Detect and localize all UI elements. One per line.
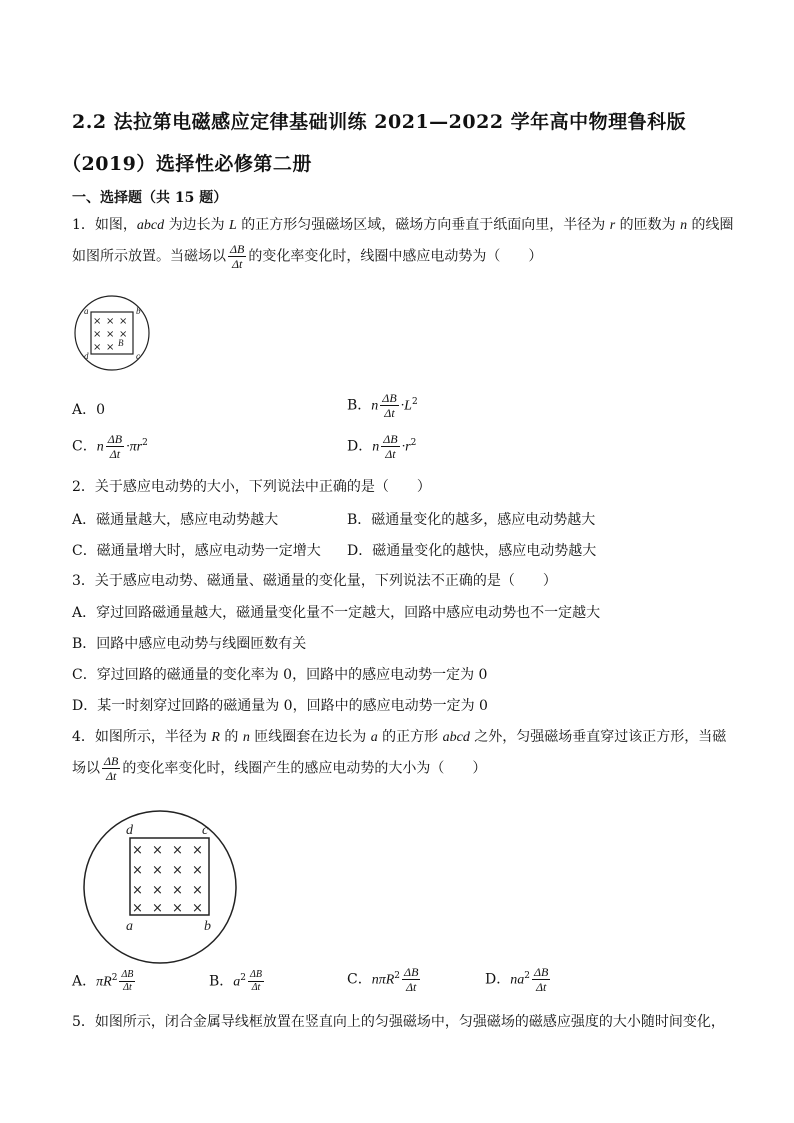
q3-stem: 3．关于感应电动势、磁通量、磁通量的变化量，下列说法不正确的是（ ） xyxy=(72,573,557,589)
q1-option-a[interactable]: A．0 xyxy=(72,402,106,418)
q4-cross: × xyxy=(152,843,163,858)
q4-cross: × xyxy=(172,843,183,858)
q1-cross: × xyxy=(93,316,102,327)
q2-option-a[interactable]: A．磁通量越大，感应电动势越大 xyxy=(72,512,279,528)
q5-stem: 5．如图所示，闭合金属导线框放置在竖直向上的匀强磁场中，匀强磁场的磁感应强度的大小随时间变化， xyxy=(72,1014,725,1030)
q4-cross: × xyxy=(172,901,183,916)
q4-cross: × xyxy=(192,883,203,898)
q4-cross: × xyxy=(172,883,183,898)
q1-cross: × xyxy=(106,316,115,327)
q1-label-B: B xyxy=(118,338,124,348)
q2-stem: 2．关于感应电动势的大小，下列说法中正确的是（ ） xyxy=(72,479,431,495)
q4-cross: × xyxy=(132,863,143,878)
q1-label-d: d xyxy=(84,351,89,361)
q4-cross: × xyxy=(132,901,143,916)
q4-cross: × xyxy=(152,901,163,916)
q2-option-c[interactable]: C．磁通量增大时，感应电动势一定增大 xyxy=(72,543,321,559)
q1-cross: × xyxy=(119,316,128,327)
q4-cross: × xyxy=(192,901,203,916)
q2-option-d[interactable]: D．磁通量变化的越快，感应电动势越大 xyxy=(347,543,597,559)
title-line-2: （2019）选择性必修第二册 xyxy=(62,153,312,175)
q1-cross: × xyxy=(93,329,102,340)
q4-delta-fraction: $\frac{\Delta B}{\Delta t}$ xyxy=(104,754,119,783)
q1-label-b: b xyxy=(136,306,141,316)
q1-stem-line-2: 如图所示放置。当磁场以 $\frac{\Delta B}{\Delta t}$ 的变化率变化时，线圈中感应电动势为（ ） xyxy=(72,242,543,271)
q1-label-c: c xyxy=(136,351,140,361)
q1-option-c[interactable]: C．n $\frac{\Delta B}{\Delta t}$ $\cdot\pi r^2$ xyxy=(72,432,148,461)
q1-coil-figure xyxy=(70,293,155,373)
q4-coil-figure xyxy=(80,808,240,966)
q4-option-b[interactable]: B．$a^2$ $\frac{\Delta B}{\Delta t}$ xyxy=(209,969,263,993)
q4-cross: × xyxy=(172,863,183,878)
q1-option-b[interactable]: B．n $\frac{\Delta B}{\Delta t}$ $\cdot L^2$ xyxy=(347,391,418,420)
q3-option-b[interactable]: B．回路中感应电动势与线圈匝数有关 xyxy=(72,636,307,652)
q1-cross: × xyxy=(119,329,128,340)
q4-option-d[interactable]: D．$na^2$ $\frac{\Delta B}{\Delta t}$ xyxy=(485,965,549,994)
q4-cross: × xyxy=(192,843,203,858)
q4-cross: × xyxy=(132,883,143,898)
q3-option-d[interactable]: D．某一时刻穿过回路的磁通量为 0，回路中的感应电动势一定为 0 xyxy=(72,698,488,714)
q4-cross: × xyxy=(152,863,163,878)
q1-cross: × xyxy=(93,342,102,353)
q4-option-c[interactable]: C．nπR$^2$ $\frac{\Delta B}{\Delta t}$ xyxy=(347,965,419,994)
q1-label-a: a xyxy=(84,306,89,316)
q4-cross: × xyxy=(192,863,203,878)
q4-cross: × xyxy=(132,843,143,858)
q3-option-c[interactable]: C．穿过回路的磁通量的变化率为 0，回路中的感应电动势一定为 0 xyxy=(72,667,488,683)
title-line-1: 2.2 法拉第电磁感应定律基础训练 2021—2022 学年高中物理鲁科版 xyxy=(72,111,687,133)
q4-stem-line-2: 场以 $\frac{\Delta B}{\Delta t}$ 的变化率变化时，线圈产生的感应电动势的大小为（ ） xyxy=(72,754,487,783)
q4-label-c: c xyxy=(202,823,209,838)
q4-stem-line-1: 4．如图所示，半径为 R 的 n 匝线圈套在边长为 a 的正方形 abcd 之外，匀强磁场垂直穿过该正方形，当磁 xyxy=(72,729,727,745)
q4-label-d: d xyxy=(126,823,133,838)
q2-option-b[interactable]: B．磁通量变化的越多，感应电动势越大 xyxy=(347,512,596,528)
q4-cross: × xyxy=(152,883,163,898)
q3-option-a[interactable]: A．穿过回路磁通量越大，磁通量变化量不一定越大，回路中感应电动势也不一定越大 xyxy=(72,605,601,621)
q4-label-a: a xyxy=(126,919,133,934)
q1-stem-line-1: 1．如图，abcd 为边长为 L 的正方形匀强磁场区域，磁场方向垂直于纸面向里，半径为 r 的匝数为 n 的线圈 xyxy=(72,217,734,233)
q1-delta-fraction: $\frac{\Delta B}{\Delta t}$ xyxy=(230,242,245,271)
q1-cross: × xyxy=(106,342,115,353)
q4-option-a[interactable]: A．$\pi R^2$ $\frac{\Delta B}{\Delta t}$ xyxy=(72,969,134,993)
q4-label-b: b xyxy=(204,919,211,934)
section-heading: 一、选择题（共 15 题） xyxy=(72,190,228,206)
q1-option-d[interactable]: D．n $\frac{\Delta B}{\Delta t}$ $\cdot r^2$ xyxy=(347,432,417,461)
q1-cross: × xyxy=(106,329,115,340)
